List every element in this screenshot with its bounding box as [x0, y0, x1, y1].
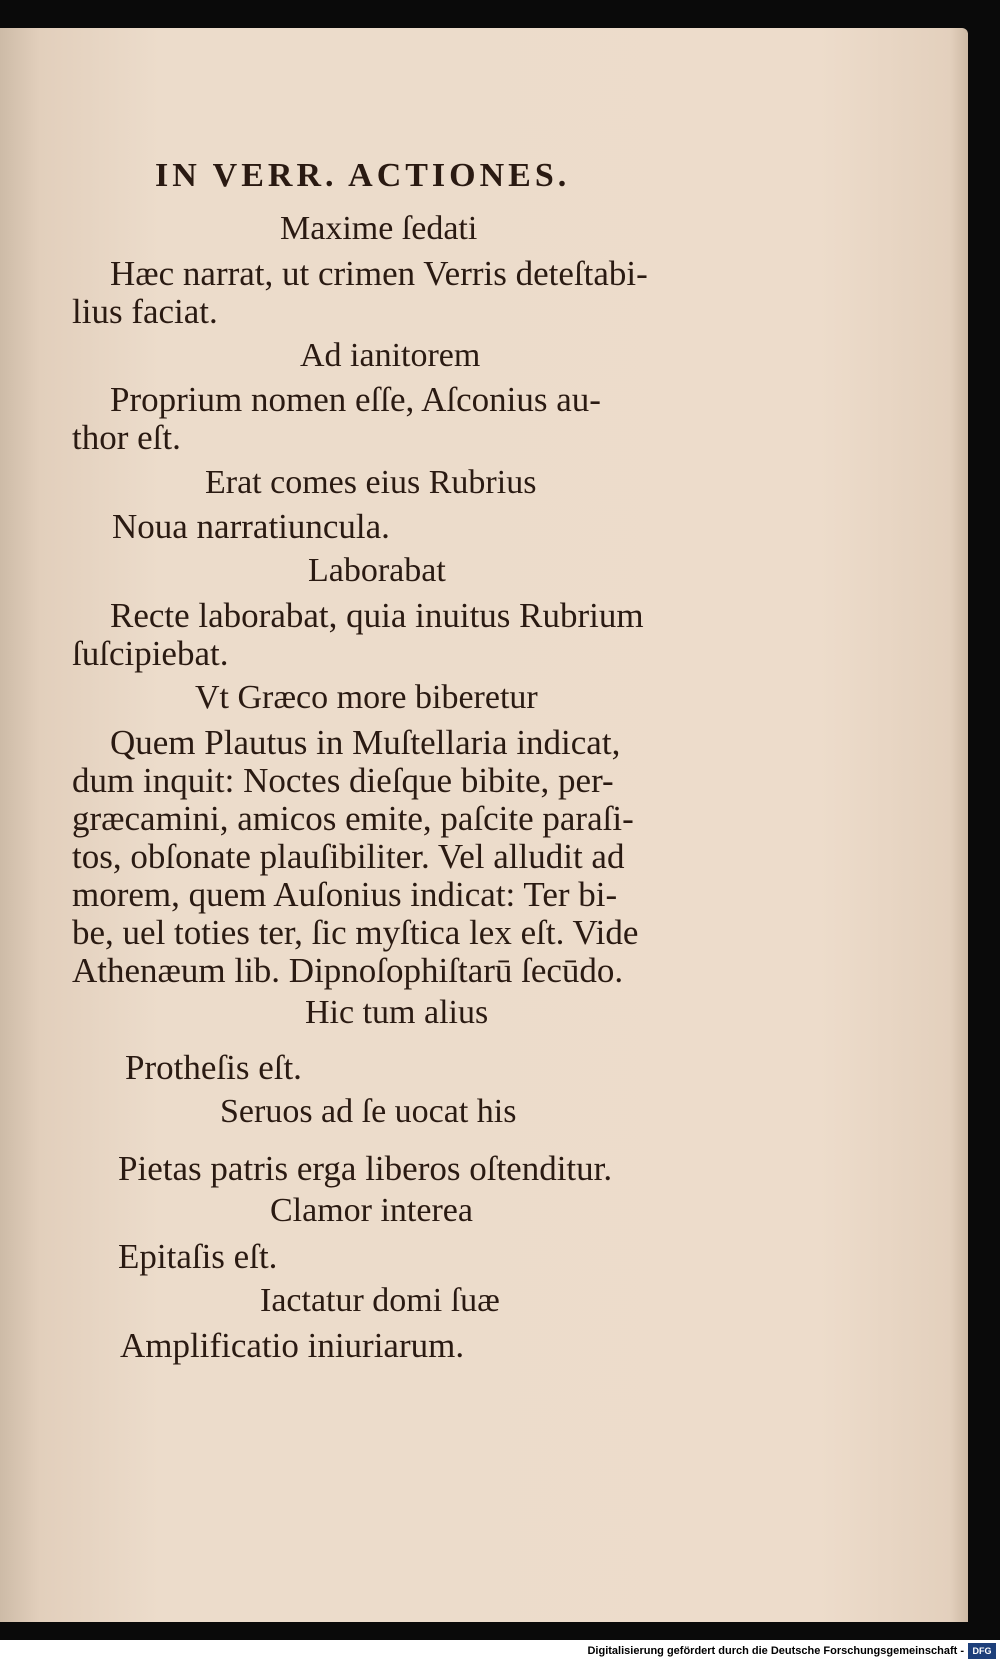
lemma-heading: Clamor interea: [270, 1192, 473, 1229]
commentary-line: græcamini, amicos emite, paſcite paraſi-: [72, 799, 634, 838]
commentary-line: Epitaſis eſt.: [118, 1237, 278, 1276]
lemma-heading: Maxime ſedati: [280, 210, 478, 247]
commentary-line: Amplificatio iniuriarum.: [120, 1326, 465, 1365]
commentary-line: tos, obſonate plauſibiliter. Vel alludit ad: [72, 837, 625, 876]
footer-credit: Digitalisierung gefördert durch die Deutsche Forschungsgemeinschaft -: [587, 1645, 964, 1657]
running-head: IN VERR. ACTIONES.: [155, 157, 571, 194]
commentary-line: Proprium nomen eſſe, Aſconius au-: [110, 380, 601, 419]
lemma-heading: Iactatur domi ſuæ: [260, 1282, 500, 1319]
commentary-line: Hæc narrat, ut crimen Verris deteſtabi-: [110, 254, 648, 293]
commentary-line: Pietas patris erga liberos oſtenditur.: [118, 1149, 613, 1188]
page-text: [0, 28, 968, 1622]
book-page: [0, 28, 968, 1622]
digitization-footer: [0, 1640, 1000, 1666]
commentary-line: dum inquit: Noctes dieſque bibite, per-: [72, 761, 614, 800]
lemma-heading: Seruos ad ſe uocat his: [220, 1093, 517, 1130]
commentary-line: ſuſcipiebat.: [72, 634, 229, 673]
commentary-line: Protheſis eſt.: [125, 1048, 302, 1087]
lemma-heading: Erat comes eius Rubrius: [205, 464, 537, 501]
commentary-line: Quem Plautus in Muſtellaria indicat,: [110, 723, 621, 762]
lemma-heading: Ad ianitorem: [300, 337, 481, 374]
commentary-line: Noua narratiuncula.: [112, 507, 390, 546]
lemma-heading: Laborabat: [308, 552, 446, 589]
commentary-line: thor eſt.: [72, 418, 181, 457]
commentary-line: be, uel toties ter, ſic myſtica lex eſt. Vide: [72, 913, 639, 952]
commentary-line: Athenæum lib. Dipnoſophiſtarū ſecūdo.: [72, 951, 624, 990]
commentary-line: morem, quem Auſonius indicat: Ter bi-: [72, 875, 618, 914]
dfg-logo: DFG: [968, 1643, 996, 1659]
lemma-heading: Vt Græco more biberetur: [195, 679, 538, 716]
commentary-line: Recte laborabat, quia inuitus Rubrium: [110, 596, 644, 635]
lemma-heading: Hic tum alius: [305, 994, 489, 1031]
commentary-line: lius faciat.: [72, 292, 218, 331]
